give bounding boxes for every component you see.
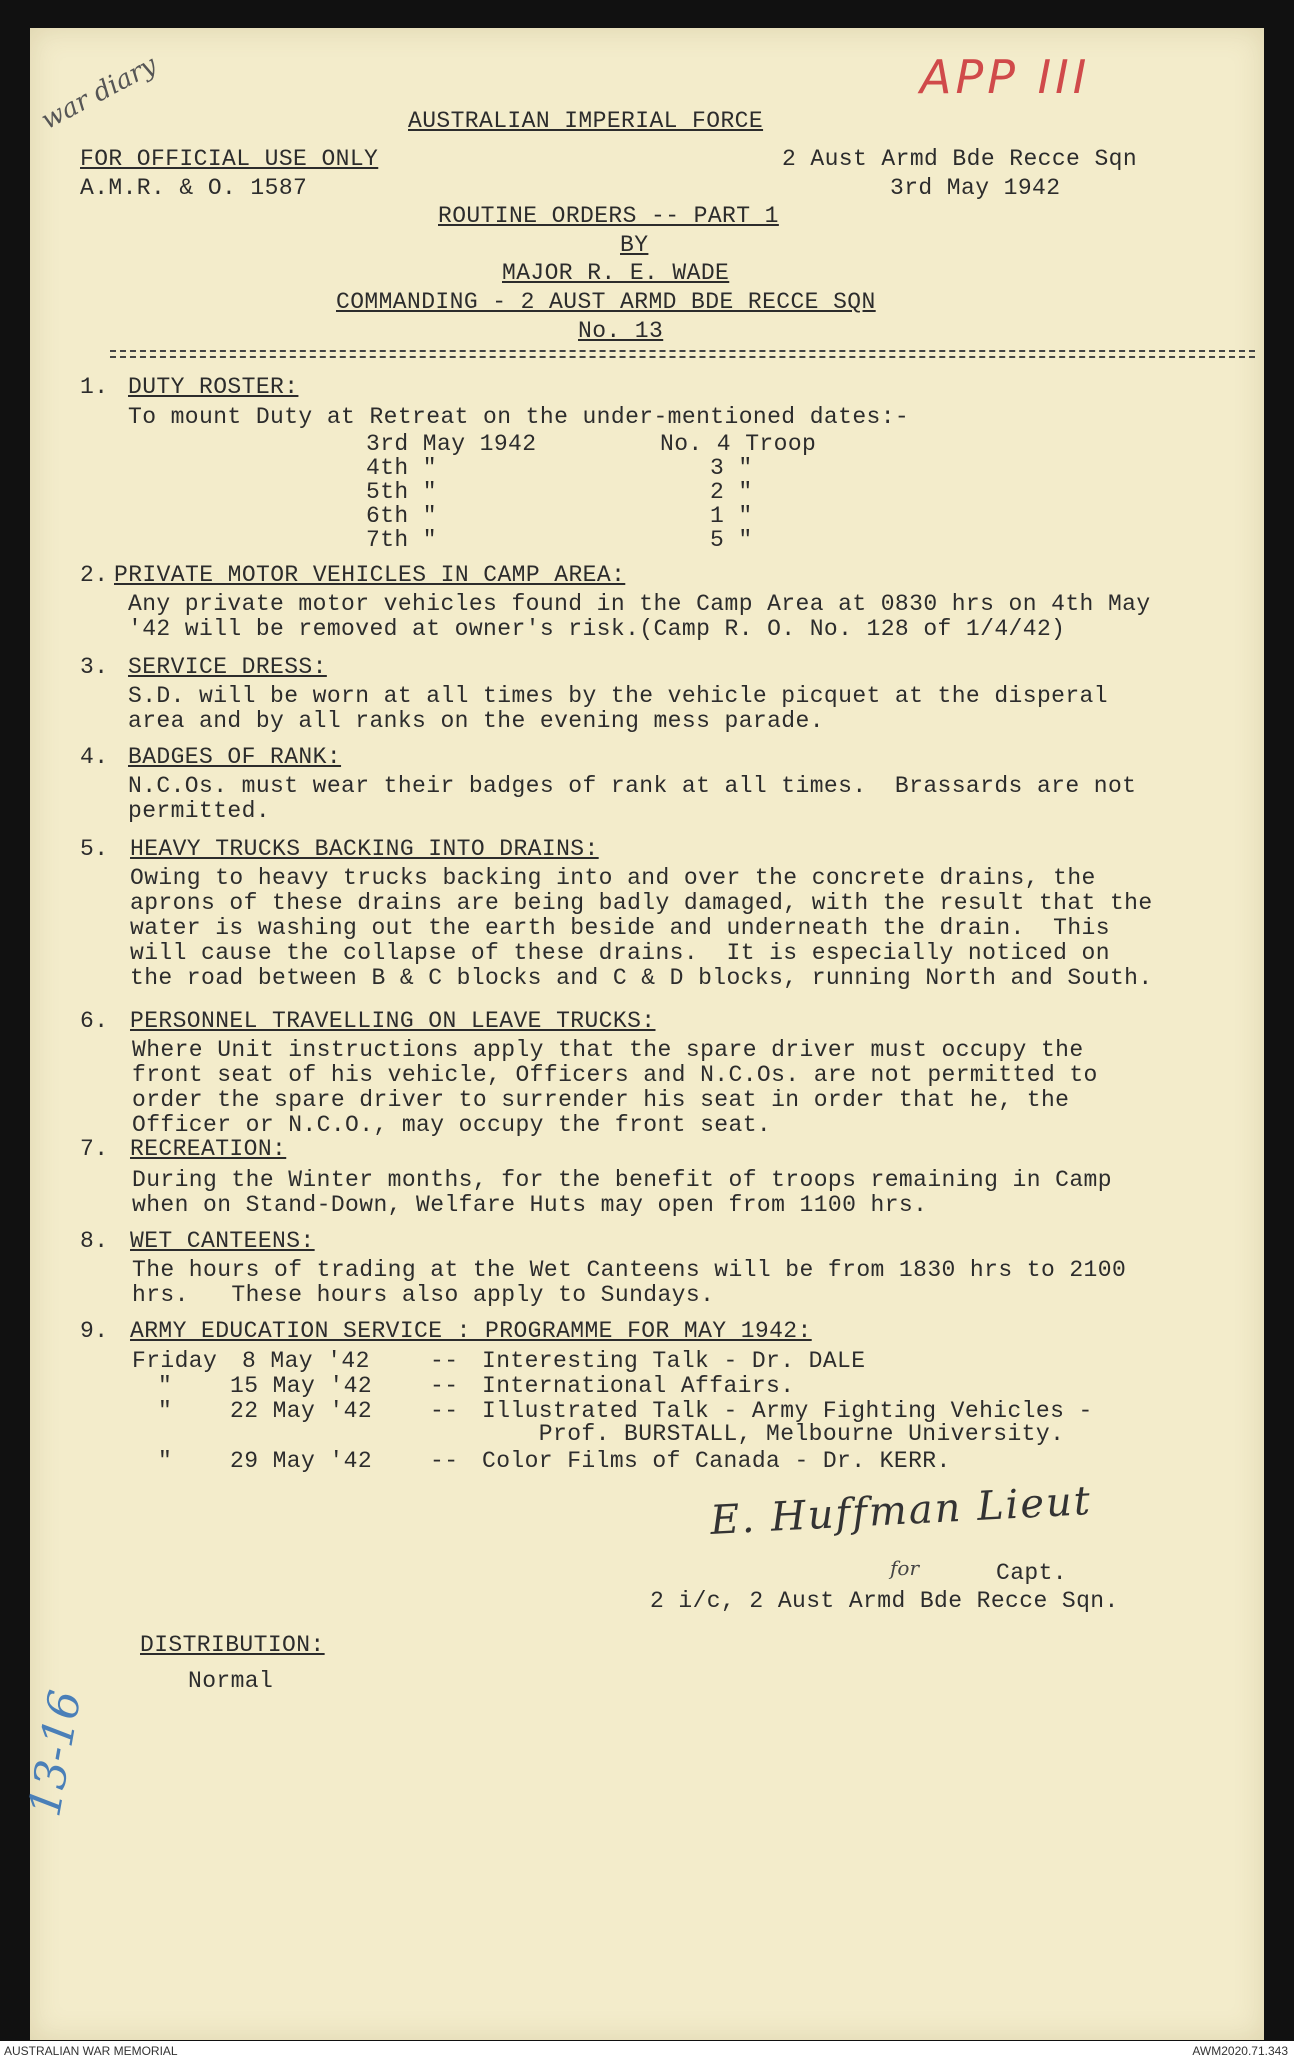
item-heading: RECREATION: (130, 1136, 287, 1162)
roster-date: 5th " (366, 479, 438, 505)
commanding-line: COMMANDING - 2 AUST ARMD BDE RECCE SQN (336, 289, 876, 315)
item-heading: DUTY ROSTER: (128, 374, 299, 400)
orders-title: ROUTINE ORDERS -- PART 1 (438, 203, 779, 229)
programme-day: Friday (132, 1348, 218, 1374)
item-heading: PERSONNEL TRAVELLING ON LEAVE TRUCKS: (130, 1008, 656, 1034)
distribution-heading: DISTRIBUTION: (140, 1632, 325, 1658)
signature-line: 2 i/c, 2 Aust Armd Bde Recce Sqn. (650, 1588, 1119, 1614)
roster-troop: 1 " (710, 503, 753, 529)
item-intro: To mount Duty at Retreat on the under-mentioned dates:- (128, 404, 910, 430)
programme-event: Prof. BURSTALL, Melbourne University. (482, 1421, 1065, 1447)
programme-event: International Affairs. (482, 1373, 795, 1399)
item-heading: PRIVATE MOTOR VEHICLES IN CAMP AREA: (114, 562, 626, 588)
force-title: AUSTRALIAN IMPERIAL FORCE (408, 108, 764, 134)
item-text: Where Unit instructions apply that the spare driver must occupy the front seat of his vehicle, Officers and N.C.Os. are not permitted to order the spare driver to surrender his seat in order that he, the Officer or N.C.O., may occupy the front seat. (132, 1037, 1098, 1138)
roster-date: 6th " (366, 503, 438, 529)
item-number: 9. (80, 1318, 109, 1344)
programme-day: " (158, 1448, 173, 1474)
item-heading: WET CANTEENS: (130, 1228, 315, 1254)
item-number: 7. (80, 1136, 109, 1162)
item-number: 4. (80, 744, 109, 770)
item-number: 8. (80, 1228, 109, 1254)
programme-date: 22 May '42 (230, 1398, 373, 1424)
item-number: 3. (80, 654, 109, 680)
archive-footer (0, 2041, 1294, 2061)
programme-dash: -- (430, 1373, 459, 1399)
item-number: 6. (80, 1008, 109, 1034)
item-text: N.C.Os. must wear their badges of rank at all times. Brassards are not permitted. (128, 773, 1137, 824)
programme-date: 29 May '42 (230, 1448, 373, 1474)
distribution-value: Normal (188, 1668, 274, 1694)
order-number: No. 13 (578, 318, 664, 344)
side-number-note: 13-16 (19, 1686, 92, 1821)
item-heading: ARMY EDUCATION SERVICE : PROGRAMME FOR MAY 1942: (130, 1318, 812, 1344)
roster-date: 4th " (366, 455, 438, 481)
item-text: Owing to heavy trucks backing into and over the concrete drains, the aprons of these drains are being badly damaged, with the result that the water is washing out the earth beside and underneath the drain. This will cause the collapse of these drains. It is especially noticed on the road between B & C blocks and C & D blocks, running North and South. (130, 865, 1153, 991)
roster-date: 3rd May 1942 (366, 431, 537, 457)
programme-dash: -- (430, 1398, 459, 1424)
war-diary-note: war diary (36, 50, 162, 136)
item-heading: SERVICE DRESS: (128, 654, 327, 680)
item-heading: HEAVY TRUCKS BACKING INTO DRAINS: (130, 836, 599, 862)
programme-day: " (158, 1373, 173, 1399)
programme-dash: -- (430, 1448, 459, 1474)
footer-institution: AUSTRALIAN WAR MEMORIAL (4, 2044, 178, 2058)
programme-event: Color Films of Canada - Dr. KERR. (482, 1448, 951, 1474)
programme-date: 8 May '42 (242, 1348, 370, 1374)
signature-for: for (890, 1556, 920, 1580)
programme-dash: -- (430, 1348, 459, 1374)
header-divider (110, 350, 1255, 352)
roster-troop: 2 " (710, 479, 753, 505)
item-heading: BADGES OF RANK: (128, 744, 342, 770)
programme-day: " (158, 1398, 173, 1424)
roster-date: 7th " (366, 527, 438, 553)
signature-rank: Capt. (996, 1560, 1068, 1586)
item-text: S.D. will be worn at all times by the vehicle picquet at the disperal area and by all ranks on the evening mess parade. (128, 683, 1108, 734)
programme-event: Interesting Talk - Dr. DALE (482, 1348, 866, 1374)
official-use-label: FOR OFFICIAL USE ONLY (80, 146, 379, 172)
by-label: BY (620, 232, 649, 258)
order-date: 3rd May 1942 (890, 175, 1061, 201)
commander-name: MAJOR R. E. WADE (502, 260, 730, 286)
item-number: 5. (80, 836, 109, 862)
item-number: 1. (80, 374, 109, 400)
signature: E. Huffman Lieut (709, 1478, 1093, 1544)
amr-ref: A.M.R. & O. 1587 (80, 175, 308, 201)
programme-event: Illustrated Talk - Army Fighting Vehicles - (482, 1398, 1093, 1424)
item-text: The hours of trading at the Wet Canteens will be from 1830 hrs to 2100 hrs. These hours also apply to Sundays. (132, 1257, 1127, 1308)
footer-reference: AWM2020.71.343 (1192, 2044, 1288, 2058)
roster-troop: No. 4 Troop (660, 431, 817, 457)
roster-troop: 5 " (710, 527, 753, 553)
unit-name: 2 Aust Armd Bde Recce Sqn (782, 146, 1138, 172)
header-divider-2 (110, 356, 1255, 358)
roster-troop: 3 " (710, 455, 753, 481)
item-text: Any private motor vehicles found in the Camp Area at 0830 hrs on 4th May '42 will be removed at owner's risk.(Camp R. O. No. 128 of 1/4/42) (128, 591, 1151, 642)
document-page (19, 28, 1264, 2040)
programme-date: 15 May '42 (230, 1373, 373, 1399)
item-text: During the Winter months, for the benefit of troops remaining in Camp when on Stand-Down, Welfare Huts may open from 1100 hrs. (132, 1167, 1112, 1218)
item-number: 2. (80, 562, 109, 588)
app-note: APP III (920, 50, 1091, 104)
